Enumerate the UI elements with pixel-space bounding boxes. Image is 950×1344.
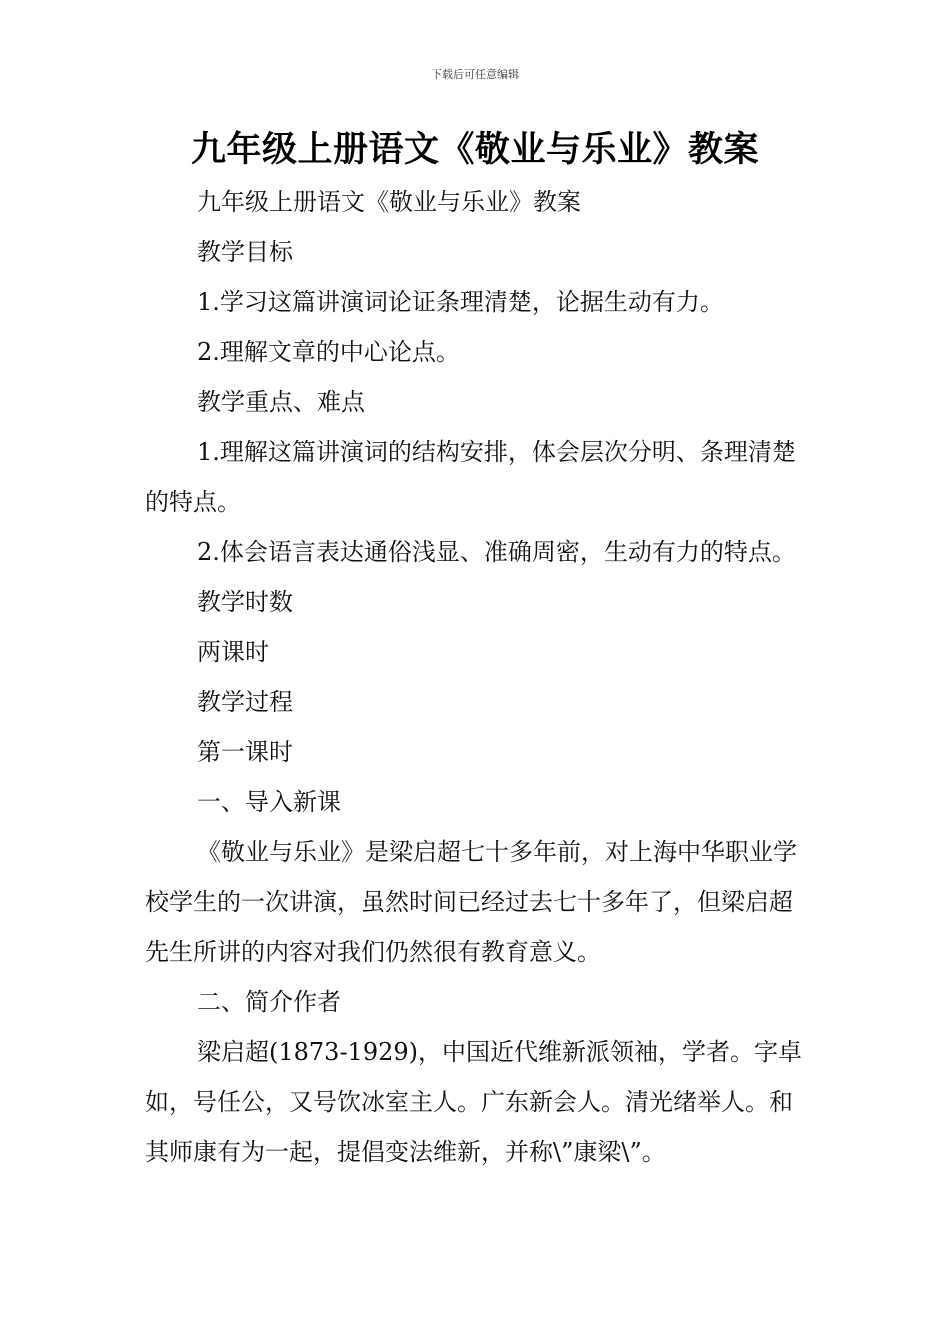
list-item-key-point-2: 2.体会语言表达通俗浅显、准确周密，生动有力的特点。 xyxy=(197,538,796,566)
heading-introduction: 一、导入新课 xyxy=(197,788,341,816)
list-item-key-point-1: 1.理解这篇讲演词的结构安排，体会层次分明、条理清楚的特点。 xyxy=(145,438,796,516)
heading-key-points: 教学重点、难点 xyxy=(197,388,365,416)
header-note: 下载后可任意编辑 xyxy=(431,68,519,81)
paragraph-introduction: 《敬业与乐业》是梁启超七十多年前，对上海中华职业学校学生的一次讲演，虽然时间已经过去七十多年了，但梁启超先生所讲的内容对我们仍然很有教育意义。 xyxy=(145,838,797,966)
heading-author: 二、简介作者 xyxy=(197,988,341,1016)
heading-teaching-process: 教学过程 xyxy=(197,688,293,716)
paragraph-author: 梁启超(1873-1929)，中国近代维新派领袖，学者。字卓如，号任公，又号饮冰室主人。广东新会人。清光绪举人。和其师康有为一起，提倡变法维新，并称\”康梁\”。 xyxy=(145,1038,802,1166)
paragraph-subtitle: 九年级上册语文《敬业与乐业》教案 xyxy=(197,188,581,216)
heading-teaching-goals: 教学目标 xyxy=(197,238,293,266)
document-title: 九年级上册语文《敬业与乐业》教案 xyxy=(190,130,759,170)
list-item-goal-2: 2.理解文章的中心论点。 xyxy=(197,338,460,366)
document-body xyxy=(145,177,815,1177)
paragraph-class-hours: 两课时 xyxy=(197,638,269,666)
heading-first-lesson: 第一课时 xyxy=(197,738,293,766)
heading-class-hours: 教学时数 xyxy=(197,588,293,616)
list-item-goal-1: 1.学习这篇讲演词论证条理清楚，论据生动有力。 xyxy=(197,288,724,316)
